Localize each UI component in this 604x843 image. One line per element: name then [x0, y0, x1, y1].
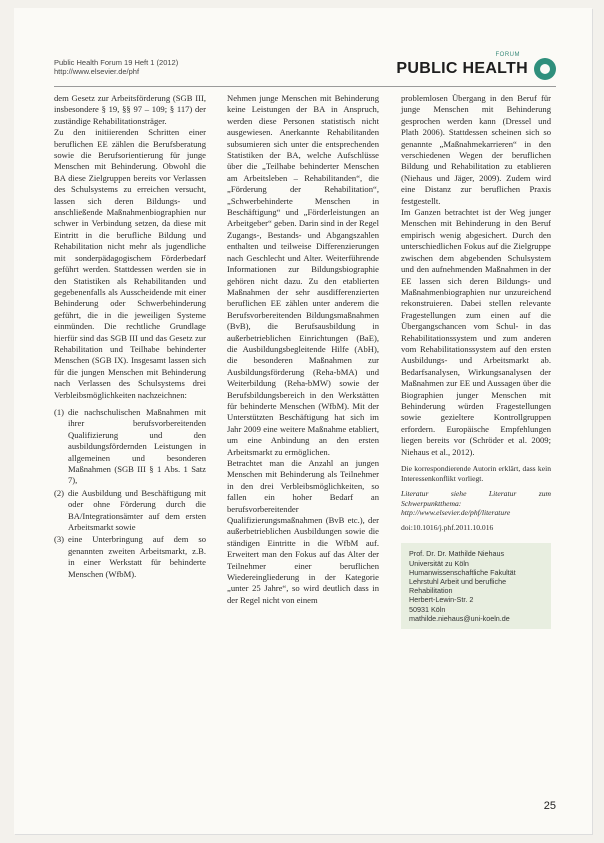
- list-item: [54, 488, 206, 534]
- address-line: Prof. Dr. Dr. Mathilde Niehaus: [409, 549, 505, 559]
- address-line: Lehrstuhl Arbeit und berufliche: [409, 576, 507, 586]
- author-email[interactable]: mathilde.niehaus@uni-koeln.de: [409, 613, 510, 623]
- journal-url[interactable]: http://www.elsevier.de/phf: [54, 67, 140, 76]
- list-item: [54, 534, 206, 580]
- address-line: Humanwissenschaftliche Fakultät: [409, 567, 516, 577]
- conflict-of-interest-note: Die korrespondierende Autorin erklärt, dass kein Interessenkonflikt vorliegt.: [401, 464, 551, 483]
- address-line: Herbert-Lewin-Str. 2: [409, 595, 474, 605]
- literature-link[interactable]: http://www.elsevier.de/phf/literature: [401, 508, 511, 518]
- literature-note: [401, 489, 551, 518]
- paragraph: Zu den initiierenden Schritten einer beruflichen EE zählen die Berufsberatung sowie die Berufsorientierung für junge Menschen mit Behinderung. Obwohl die BA diese Zielgruppen bereits vor Verlassen des Schulsystems zu erreichen versucht, lassen sich deren Bildungs- und anschließende Maßnahmenbiographien nur schwer in Verbindung setzen, da diese mit Eintritt in die berufliche Bildung und Rehabilitation nicht mehr als jugendliche mit sonderpädagogischem Förderbedarf geführt werden. Stattdessen werden sie in den Statistiken als Rehabilitanden und gegebenenfalls als Ausscheidende mit einer Behinderung oder Schwerbehinderung geführt, die in die jeweiligen Systeme einmünden. Die rechtliche Grundlage hierfür sind das SGB III und das Gesetz zur Rehabilitation und Teilhabe behinderter Menschen (SGB IX). Insgesamt lassen sich für die jungen Menschen mit Behinderung nach Verlassen des Schulsystems drei Verbleibsmöglichkeiten nachzeichnen:: [54, 127, 206, 400]
- list-number: (1): [54, 406, 65, 417]
- literature-note-text: Literatur siehe Literatur zum Schwerpunktthema:: [401, 489, 551, 508]
- address-line: Rehabilitation: [409, 586, 453, 596]
- paragraph: Nehmen junge Menschen mit Behinderung keine Leistungen der BA in Anspruch, werden diese Personen statistisch nicht ausgewiesen. Anerkannte Rehabilitanden subsumieren sich unter die entsprechenden Statistiken der BA, welche Aufschlüsse über die „Teilhabe behinderter Menschen am Arbeitsleben – Rehabilitanden“, die „Förderung der Rehabilitation“, „Schwerbehinderte Menschen in Beschäftigung“ und „Förderleistungen an Arbeitgeber“ geben. Darin sind in der Regel Zugangs-, Bestands- und Abgangszahlen enthalten und teilweise Differenzierungen nach Geschlecht und Alter. Weiterführende Informationen zur Bildungsbiographie gehören nicht dazu. Zu den etablierten Maßnahmen der sehr ausdifferenzierten beruflichen EE zählen unter anderem die Berufsvorbereitenden Bildungsmaßnahmen (BvB), die Berufsausbildung in außerbetrieblichen Einrichtungen (BaE), die Ausbildungsbegleitende Hilfe (AbH), die besonderen Maßnahmen zur Ausbildungsförderung (Reha-bMA) und Weiterbildung (Reha-bMW) sowie der Berufsbildungsbereich in den Werkstätten für behinderte Menschen (WfbM). Mit der Unterstützten Beschäftigung hat sich im Jahr 2009 eine weitere Maßnahme etabliert, um eine Anbindung an den ersten Arbeitsmarkt zu ermöglichen.: [227, 93, 380, 457]
- logo-swirl-icon: [534, 58, 556, 80]
- public-health-logo: [396, 52, 556, 80]
- doi-line: doi:10.1016/j.phf.2011.10.016: [401, 522, 494, 532]
- journal-citation: Public Health Forum 19 Heft 1 (2012): [54, 58, 179, 67]
- list-text: eine Unterbringung auf dem so genannten zweiten Arbeitsmarkt, z.B. in einer Werkstatt für behinderte Menschen (WfbM).: [68, 534, 206, 579]
- list-number: (2): [54, 487, 65, 498]
- paragraph: Betrachtet man die Anzahl an jungen Menschen mit Behinderung als Teilnehmer in den drei Verbleibsmöglichkeiten, so fallen ein hoher Bedarf an berufsvorbereitender Qualifizierungsmaßnahmen (BvB etc.), der außerbetrieblichen Ausbildungen sowie die ständigen Eintritte in die WfbM auf. Erweitert man den Fokus auf das Alter der Teilnehmer einer beruflichen Wiedereingliederung in der Kategorie „unter 25 Jahre“, so wird deutlich dass in der Regel nicht von einem: [227, 458, 379, 605]
- text-column-3: [401, 93, 551, 629]
- list-number: (3): [54, 534, 65, 545]
- address-line: 50931 Köln: [409, 604, 446, 614]
- text-column-2: [227, 93, 379, 606]
- list-text: die Ausbildung und Beschäftigung mit oder ohne Förderung durch die BA/Integrationsämter auf dem ersten Arbeitsmarkt sowie: [68, 487, 206, 533]
- paragraph: problemlosen Übergang in den Beruf für junge Menschen mit Behinderung gesprochen werden kann (Dressel und Plath 2006). Stattdessen scheinen sich so genannte „Maßnahmekarrieren“ in den verschiedenen Wegen der beruflichen Bildung und Rehabilitation zu etablieren (Niehaus und Jäger, 2009). Zudem wird eine Distanz zur beruflichen Praxis festgestellt.: [401, 93, 551, 206]
- document-page: [14, 8, 592, 834]
- text-column-1: [54, 93, 206, 581]
- author-address-box: [401, 543, 551, 629]
- paragraph: Im Ganzen betrachtet ist der Weg junger Menschen mit Behinderung in den Beruf empirisch wenig abgesichert. Durch den unterschiedlichen Fokus auf die Zielgruppe zwischen dem abgebenden Schulsystem und den aufnehmenden Maßnahmen in der EE lassen sich deren Bildungs- und Maßnahmenbiographien nur unzureichend rekonstruieren. Dabei stellen relevante Fragestellungen zum einen auf die Übergangschancen vom Schul- in das Rehabilitationssystem und zum anderen vom Rehabilitationssystem auf den ersten Ausbildungs- und Arbeitsmarkt ab. Bedarfsanalysen, Wirkungsanalysen der Maßnahmen zur EE und Aussagen über die Biographien junger Menschen mit Behinderung würden Fragestellungen sowie gezieltere Kontrollgruppen erfordern. Europäische Empfehlungen liegen bereits vor (Schröder et al. 2009; Niehaus et al., 2012).: [401, 207, 551, 457]
- header-divider: [54, 86, 556, 87]
- address-line: Universität zu Köln: [409, 558, 469, 568]
- list-item: [54, 407, 206, 487]
- journal-header: [54, 58, 178, 76]
- list-text: die nachschulischen Maßnahmen mit ihrer berufsvorbereitenden Qualifizierung und den ausbildungsfördernden Leistungen in allgemeinen und besonderen Maßnahmen (SGB III § 1 Abs. 1 Satz 7),: [68, 406, 206, 486]
- logo-forum-label: FORUM: [495, 52, 520, 58]
- numbered-list: [54, 407, 206, 580]
- paragraph: dem Gesetz zur Arbeitsförderung (SGB III, insbesondere § 19, §§ 97 – 109; § 117) der zuständige Rehabilitationsträger.: [54, 93, 206, 126]
- logo-wordmark: PUBLIC HEALTH: [396, 60, 528, 77]
- page-number: 25: [543, 800, 556, 812]
